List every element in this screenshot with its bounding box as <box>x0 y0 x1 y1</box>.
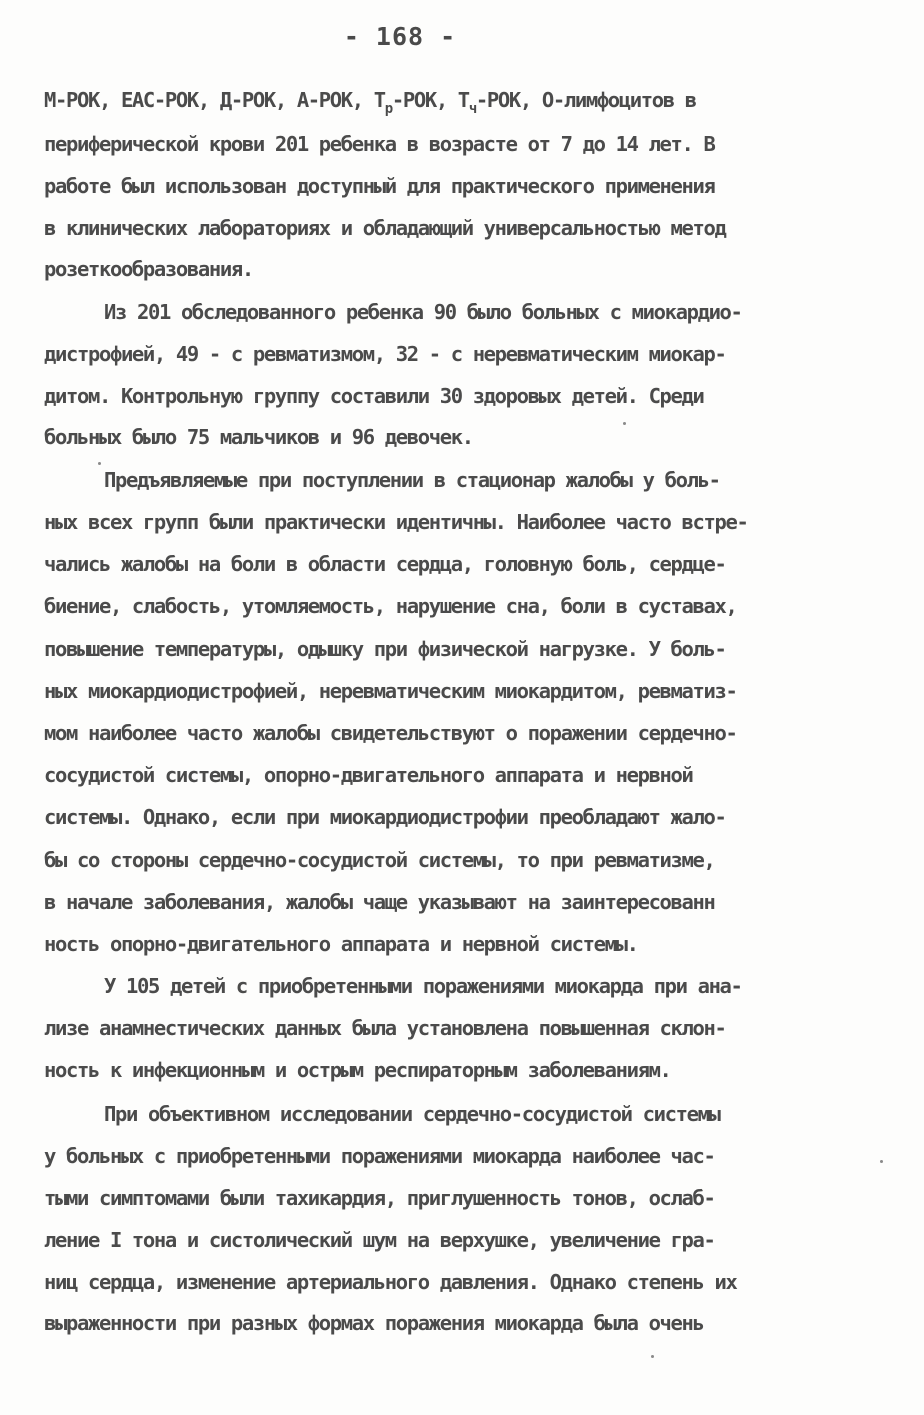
text-line: работе был использован доступный для практического применения <box>44 174 715 198</box>
text-line: ных всех групп были практически идентичны. Наиболее часто встре- <box>44 510 748 534</box>
text-line: Из 201 обследованного ребенка 90 было больных с миокардио- <box>104 300 742 324</box>
text-line: больных было 75 мальчиков и 96 девочек. <box>44 425 473 449</box>
text-line: в клинических лабораториях и обладающий универсальностью метод <box>44 216 726 240</box>
text-line: лизе анамнестических данных была установлена повышенная склон- <box>44 1016 726 1040</box>
text-line: у больных с приобретенными поражениями миокарда наиболее час- <box>44 1144 715 1168</box>
text-line: периферической крови 201 ребенка в возрасте от 7 до 14 лет. В <box>44 132 715 156</box>
text-line: Предъявляемые при поступлении в стационар жалобы у боль- <box>104 468 720 492</box>
text-line: ных миокардиодистрофией, неревматическим миокардитом, ревматиз- <box>44 679 737 703</box>
text-line: ление I тона и систолический шум на верхушке, увеличение гра- <box>44 1228 715 1252</box>
text-line: ность опорно-двигательного аппарата и нервной системы. <box>44 932 638 956</box>
text-line: выраженности при разных формах поражения миокарда была очень <box>44 1311 704 1335</box>
text-line: М-РОК, ЕАС-РОК, Д-РОК, А-РОК, $Т_р$-РОК, $Т_ч$-РОК, О-лимфоцитов в <box>44 88 696 117</box>
text-line: ниц сердца, изменение артериального давления. Однако степень их <box>44 1270 737 1294</box>
text-line: биение, слабость, утомляемость, нарушение сна, боли в суставах, <box>44 594 737 618</box>
scan-speck <box>880 1160 883 1163</box>
text-line: ность к инфекционным и острым респираторным заболеваниям. <box>44 1058 671 1082</box>
text-line: бы со стороны сердечно-сосудистой системы, то при ревматизме, <box>44 848 715 872</box>
text-line: розеткообразования. <box>44 257 253 281</box>
page-number: - 168 - <box>343 22 457 51</box>
scan-speck <box>623 422 626 425</box>
text-line: повышение температуры, одышку при физической нагрузке. У боль- <box>44 637 726 661</box>
scan-speck <box>651 1355 654 1358</box>
text-line: в начале заболевания, жалобы чаще указывают на заинтересованн <box>44 890 715 914</box>
text-line: При объективном исследовании сердечно-сосудистой системы <box>104 1102 720 1126</box>
text-line: чались жалобы на боли в области сердца, головную боль, сердце- <box>44 552 726 576</box>
scan-speck <box>98 462 101 465</box>
text-line: мом наиболее часто жалобы свидетельствуют о поражении сердечно- <box>44 721 737 745</box>
text-line: дитом. Контрольную группу составили 30 здоровых детей. Среди <box>44 384 704 408</box>
text-line: сосудистой системы, опорно-двигательного аппарата и нервной <box>44 763 693 787</box>
text-line: тыми симптомами были тахикардия, приглушенность тонов, ослаб- <box>44 1186 715 1210</box>
text-line: системы. Однако, если при миокардиодистрофии преобладают жало- <box>44 805 726 829</box>
text-line: дистрофией, 49 - с ревматизмом, 32 - с неревматическим миокар- <box>44 342 726 366</box>
text-line: У 105 детей с приобретенными поражениями миокарда при ана- <box>104 974 742 998</box>
